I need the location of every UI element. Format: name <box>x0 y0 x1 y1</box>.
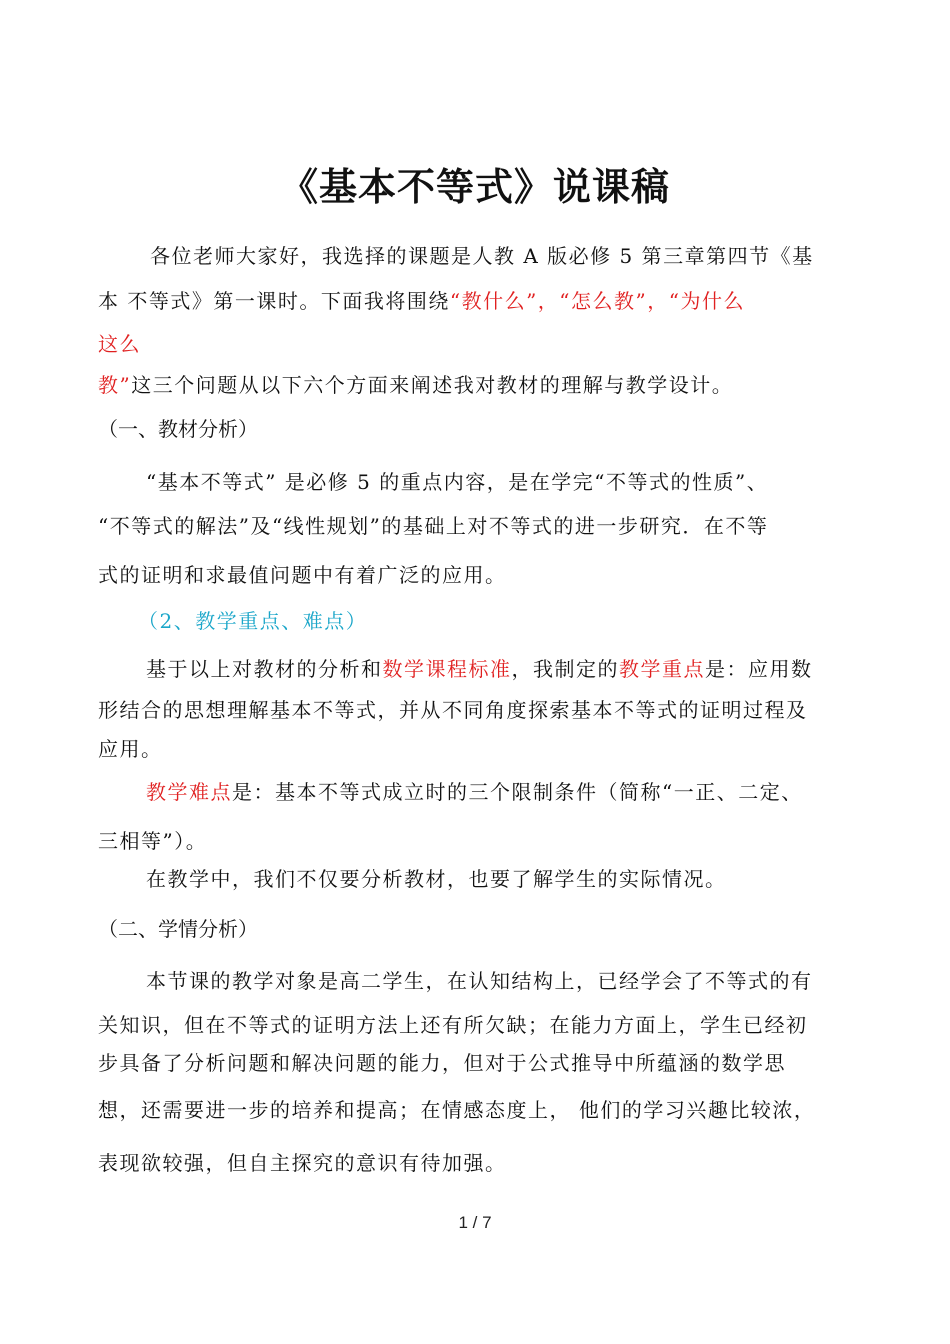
intro-emphasis-end: 教” <box>98 373 132 397</box>
materials-line-2: “不等式的解法”及“线性规划”的基础上对不等式的进一步研究．在不等 <box>98 514 769 538</box>
students-line-2: 关知识，但在不等式的证明方法上还有所欠缺；在能力方面上，学生已经初 <box>98 1013 808 1037</box>
intro-line-2 <box>98 288 745 314</box>
key-points-line-1 <box>146 656 813 682</box>
text-segment: 是：基本不等式成立时的三个限制条件（简称“一正、二定、 <box>232 780 803 804</box>
section-heading-materials: （一、教材分析） <box>98 417 258 441</box>
intro-text-end: 这三个问题从以下六个方面来阐述我对教材的理解与教学设计。 <box>131 373 734 397</box>
key-point-term: 教学重点 <box>619 657 705 681</box>
key-points-line-2: 形结合的思想理解基本不等式，并从不同角度探索基本不等式的证明过程及 <box>98 698 808 722</box>
intro-line-1: 各位老师大家好，我选择的课题是人教 A 版必修 5 第三章第四节《基 <box>150 244 814 268</box>
text-segment: 基于以上对教材的分析和 <box>146 657 383 681</box>
students-line-3: 步具备了分析问题和解决问题的能力，但对于公式推导中所蕴涵的数学思 <box>98 1051 786 1075</box>
materials-line-3: 式的证明和求最值问题中有着广泛的应用。 <box>98 563 507 587</box>
key-points-line-3: 应用。 <box>98 737 163 761</box>
text-segment: ，我制定的 <box>511 657 619 681</box>
page-number: 1 / 7 <box>458 1213 492 1232</box>
intro-text: 本 不等式》第一课时。下面我将围绕 <box>98 289 450 313</box>
difficulty-line-1 <box>146 779 803 805</box>
transition-line: 在教学中，我们不仅要分析教材，也要了解学生的实际情况。 <box>146 867 727 891</box>
difficulty-term: 教学难点 <box>146 780 232 804</box>
sub-heading-key-points: （2、教学重点、难点） <box>138 609 368 633</box>
students-line-1: 本节课的教学对象是高二学生，在认知结构上，已经学会了不等式的有 <box>146 969 813 993</box>
difficulty-line-2: 三相等”）。 <box>98 829 208 853</box>
text-segment: 是：应用数 <box>705 657 813 681</box>
intro-line-3: 这么 <box>98 332 141 356</box>
intro-line-4 <box>98 372 733 398</box>
intro-emphasis: “教什么”，“怎么教”，“为什么 <box>449 289 745 313</box>
section-heading-students: （二、学情分析） <box>98 917 258 941</box>
students-line-5: 表现欲较强，但自主探究的意识有待加强。 <box>98 1151 507 1175</box>
students-line-4: 想，还需要进一步的培养和提高；在情感态度上， 他们的学习兴趣比较浓， <box>98 1098 816 1122</box>
materials-line-1: “基本不等式” 是必修 5 的重点内容，是在学完“不等式的性质”、 <box>146 470 769 494</box>
curriculum-standard-term: 数学课程标准 <box>382 657 512 681</box>
page-title: 《基本不等式》说课稿 <box>279 165 670 209</box>
